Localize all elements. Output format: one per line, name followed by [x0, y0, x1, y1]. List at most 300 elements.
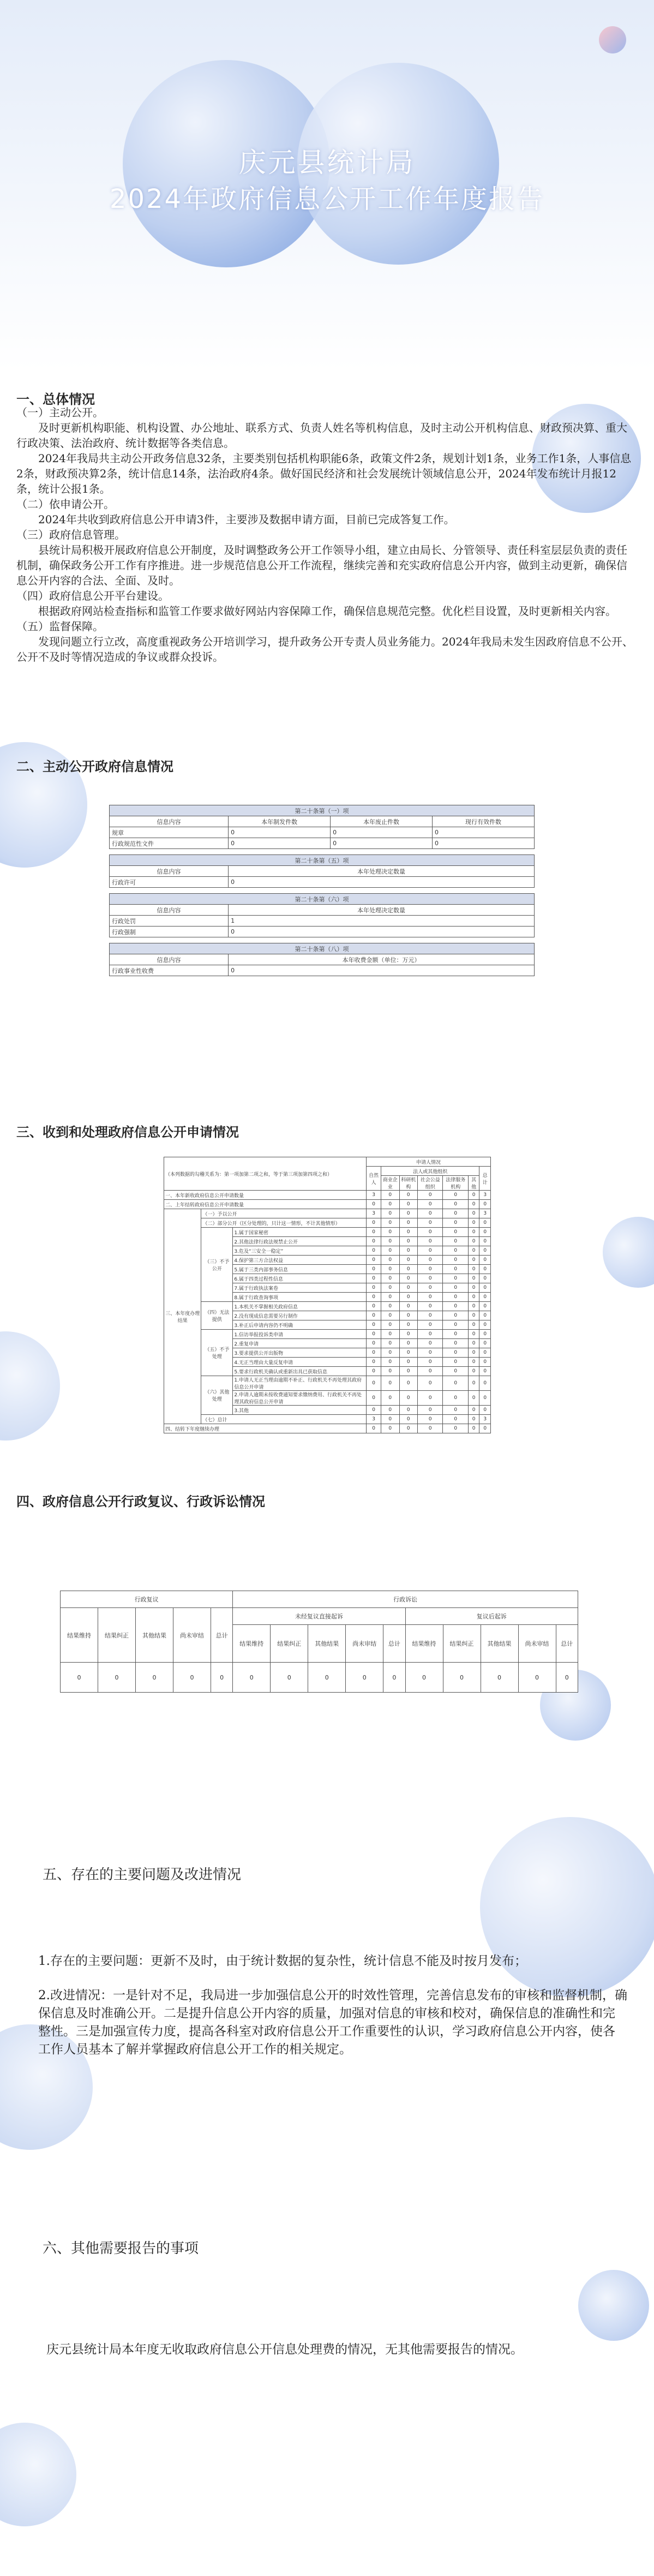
section6-heading: 六、其他需要报告的事项 [43, 2240, 199, 2257]
cell: 0 [229, 838, 331, 849]
cell: 0 [98, 1663, 135, 1693]
col-header: 本年处理决定数量 [229, 905, 535, 916]
s1-p8: 根据政府网站检查指标和监管工作要求做好网站内容保障工作，确保信息规范完整。优化栏目设置，及时更新相关内容。 [38, 605, 616, 618]
cell: 0 [381, 1320, 399, 1330]
cell: 0 [381, 1293, 399, 1302]
col-header: 总计 [383, 1625, 405, 1663]
row-label: 8.属于行政查询事项 [233, 1293, 367, 1302]
cell: 0 [381, 1339, 399, 1348]
cell: 0 [381, 1274, 399, 1283]
cell: 0 [479, 1348, 491, 1358]
cell: 0 [418, 1293, 443, 1302]
cell: 0 [381, 1283, 399, 1293]
row-label: （七）总计 [201, 1415, 367, 1424]
col-header: 信息内容 [110, 954, 229, 965]
cell: 0 [399, 1274, 417, 1283]
col-header: 本年收费金额（单位：万元） [229, 954, 535, 965]
band-header: 第二十条第（一）项 [110, 805, 535, 816]
cell: 0 [381, 1415, 399, 1424]
col-header: 商业企业 [381, 1176, 399, 1191]
table-row [164, 1228, 491, 1237]
cell: 0 [381, 1376, 399, 1391]
corner-note: （本列数据的勾稽关系为：第一项加第二项之和，等于第三项加第四项之和） [164, 1157, 367, 1191]
cell: 0 [468, 1293, 479, 1302]
cell: 0 [383, 1663, 405, 1693]
cell: 0 [308, 1663, 346, 1693]
subgroup-label: （四）无法提供 [201, 1302, 233, 1330]
cell: 0 [367, 1246, 381, 1256]
table-row [110, 827, 535, 838]
cell: 0 [367, 1293, 381, 1302]
cell: 0 [468, 1348, 479, 1358]
spacer [110, 849, 535, 855]
row-label: 2.申请人逾期未按收费通知要求缴纳费用、行政机关不再处理其政府信息公开申请 [233, 1391, 367, 1406]
cell: 0 [381, 1191, 399, 1200]
natural-header: 自然人 [367, 1167, 381, 1191]
cell: 0 [367, 1358, 381, 1367]
s1-p3: （二）依申请公开。 [16, 498, 115, 511]
cell: 0 [418, 1191, 443, 1200]
row-label: 6.属于四类过程性信息 [233, 1274, 367, 1283]
col-header: 信息内容 [110, 866, 229, 877]
cell: 0 [443, 1663, 481, 1693]
cell: 0 [468, 1237, 479, 1246]
cell: 0 [433, 827, 535, 838]
col-header: 其他 [468, 1176, 479, 1191]
row-label: 2.其他法律行政法规禁止公开 [233, 1237, 367, 1246]
cell: 0 [367, 1348, 381, 1358]
row-label: 规章 [110, 827, 229, 838]
s1-p0: （一）主动公开。 [16, 406, 104, 419]
cell: 0 [479, 1358, 491, 1367]
subgroup-label: （五）不予处理 [201, 1330, 233, 1376]
table-row [164, 1209, 491, 1218]
cell: 0 [468, 1391, 479, 1406]
cell: 0 [399, 1348, 417, 1358]
cell: 0 [479, 1424, 491, 1433]
row-label: 5.属于三类内部事务信息 [233, 1265, 367, 1274]
cell: 0 [479, 1339, 491, 1348]
subgroup-label: （三）不予公开 [201, 1228, 233, 1302]
cell: 0 [399, 1415, 417, 1424]
cell: 0 [443, 1320, 468, 1330]
corner-dot [599, 26, 626, 53]
cell: 0 [399, 1367, 417, 1376]
cell: 0 [399, 1209, 417, 1218]
cell: 0 [346, 1663, 383, 1693]
cell: 0 [443, 1218, 468, 1228]
s5-p1: 1.存在的主要问题：更新不及时，由于统计数据的复杂性，统计信息不能及时按月发布； [38, 1954, 527, 1968]
cell: 0 [443, 1274, 468, 1283]
cell: 0 [468, 1376, 479, 1391]
row-label: 行政强制 [110, 927, 229, 937]
cell: 0 [381, 1330, 399, 1339]
cell: 0 [468, 1228, 479, 1237]
cell: 0 [479, 1293, 491, 1302]
cell: 0 [367, 1311, 381, 1320]
cell: 0 [399, 1200, 417, 1209]
cell: 0 [468, 1274, 479, 1283]
table-row [164, 1200, 491, 1209]
cell: 0 [399, 1406, 417, 1415]
col-header: 结果纠正 [98, 1608, 135, 1663]
cell: 0 [479, 1311, 491, 1320]
cell: 0 [443, 1367, 468, 1376]
cell: 0 [399, 1311, 417, 1320]
cell: 0 [381, 1406, 399, 1415]
cell: 0 [443, 1391, 468, 1406]
row-label: 四、结转下年度继续办理 [164, 1424, 367, 1433]
section3-heading: 三、收到和处理政府信息公开申请情况 [16, 1124, 239, 1140]
row-label: 一、本年新收政府信息公开申请数量 [164, 1191, 367, 1200]
cell: 0 [367, 1237, 381, 1246]
table-row [110, 927, 535, 937]
s1-p10: 发现问题立行立改，高度重视政务公开培训学习，提升政务公开专责人员业务能力。2024年我局未发生因政府信息不公开、公开不及时等情况造成的争议或群众投诉。 [16, 635, 633, 664]
col-header: 结果纠正 [271, 1625, 308, 1663]
cell: 0 [418, 1391, 443, 1406]
cell: 0 [367, 1274, 381, 1283]
cell: 0 [556, 1663, 578, 1693]
cell: 0 [418, 1415, 443, 1424]
cell: 0 [479, 1218, 491, 1228]
cell: 0 [381, 1358, 399, 1367]
col-header: 其他结果 [481, 1625, 518, 1663]
review-litigation-table [60, 1591, 578, 1693]
cell: 0 [468, 1200, 479, 1209]
cell: 3 [479, 1191, 491, 1200]
active-disclosure-table [109, 805, 535, 976]
cell: 0 [367, 1228, 381, 1237]
cell: 0 [367, 1367, 381, 1376]
litigation-header: 行政诉讼 [233, 1591, 578, 1608]
cell: 0 [481, 1663, 518, 1693]
cell: 0 [468, 1320, 479, 1330]
cell: 0 [418, 1330, 443, 1339]
row-label: 5.要求行政机关确认或重新出具已获取信息 [233, 1367, 367, 1376]
table-row [110, 916, 535, 927]
cell: 0 [418, 1424, 443, 1433]
cell: 0 [443, 1311, 468, 1320]
cell: 0 [367, 1200, 381, 1209]
cell: 0 [381, 1218, 399, 1228]
col-header: 其他结果 [308, 1625, 346, 1663]
row-label: 4.保护第三方合法权益 [233, 1256, 367, 1265]
cell: 0 [443, 1339, 468, 1348]
cell: 0 [443, 1415, 468, 1424]
cell: 0 [399, 1424, 417, 1433]
cell: 0 [418, 1320, 443, 1330]
section1-body [16, 405, 635, 665]
cell: 0 [399, 1265, 417, 1274]
cell: 0 [381, 1348, 399, 1358]
cell: 0 [399, 1391, 417, 1406]
col-header: 总计 [556, 1625, 578, 1663]
cell: 0 [479, 1246, 491, 1256]
cell: 0 [367, 1302, 381, 1311]
cell: 0 [468, 1256, 479, 1265]
cell: 0 [381, 1200, 399, 1209]
col-header: 结果维持 [405, 1625, 443, 1663]
cell: 0 [468, 1191, 479, 1200]
group-label: 三、本年度办理结果 [164, 1209, 201, 1424]
page-subtitle: 2024年政府信息公开工作年度报告 [109, 184, 545, 214]
cell: 0 [367, 1391, 381, 1406]
cell: 0 [479, 1376, 491, 1391]
row-label: （一）予以公开 [201, 1209, 367, 1218]
cell: 0 [381, 1228, 399, 1237]
cell: 0 [468, 1415, 479, 1424]
cell: 0 [399, 1218, 417, 1228]
section4-heading: 四、政府信息公开行政复议、行政诉讼情况 [16, 1493, 265, 1509]
col-header: 结果纠正 [443, 1625, 481, 1663]
s5-p2: 2.改进情况：一是针对不足，我局进一步加强信息公开的时效性管理，完善信息发布的审核和监督机制，确保信息及时准确公开。二是提升信息公开内容的质量，加强对信息的审核和校对，确保信息的准确性和完整性。三是加强宣传力度，提高各科室对政府信息公开工作重要性的认识，学习政府信息公开内容，使各工作人员基本了解并掌握政府信息公开工作的相关规定。 [38, 1988, 627, 2057]
cell: 0 [367, 1320, 381, 1330]
cell: 0 [479, 1320, 491, 1330]
row-label: 7.属于行政执法案卷 [233, 1283, 367, 1293]
cell: 0 [367, 1265, 381, 1274]
spacer [110, 888, 535, 894]
cell: 0 [367, 1376, 381, 1391]
col-header: 尚未审结 [173, 1608, 211, 1663]
cell: 0 [468, 1330, 479, 1339]
cell: 0 [367, 1339, 381, 1348]
col-header: 结果维持 [233, 1625, 271, 1663]
cell: 1 [229, 916, 535, 927]
col-header: 结果维持 [61, 1608, 98, 1663]
cell: 0 [443, 1330, 468, 1339]
cell: 0 [399, 1228, 417, 1237]
s1-p6: 县统计局积极开展政府信息公开制度，及时调整政务公开工作领导小组，建立由局长、分管领导、责任科室层层负责的责任机制，确保政务公开工作有序推进。进一步规范信息公开工作流程，继续完善和充实政府信息公开内容，做到主动更新，确保信息公开内容的合法、全面、及时。 [16, 543, 627, 587]
row-label: 2.没有现成信息需要另行制作 [233, 1311, 367, 1320]
cell: 3 [367, 1209, 381, 1218]
col-header: 本年处理决定数量 [229, 866, 535, 877]
cell: 0 [443, 1256, 468, 1265]
cell: 0 [518, 1663, 556, 1693]
cell: 0 [418, 1228, 443, 1237]
cell: 0 [443, 1376, 468, 1391]
cell: 0 [381, 1237, 399, 1246]
band-header: 第二十条第（六）项 [110, 894, 535, 905]
cell: 0 [418, 1246, 443, 1256]
table-row [110, 838, 535, 849]
cell: 0 [443, 1283, 468, 1293]
applicant-header: 申请人情况 [367, 1157, 491, 1167]
col-header: 尚未审结 [346, 1625, 383, 1663]
cell: 0 [443, 1348, 468, 1358]
col-header: 科研机构 [399, 1176, 417, 1191]
col-header: 本年废止件数 [331, 816, 433, 827]
cell: 0 [399, 1358, 417, 1367]
col-header: 信息内容 [110, 905, 229, 916]
cell: 0 [229, 877, 535, 888]
col-header: 本年制发件数 [229, 816, 331, 827]
col-header: 信息内容 [110, 816, 229, 827]
s1-p1: 及时更新机构职能、机构设置、办公地址、联系方式、负责人姓名等机构信息，及时主动公开机构信息、财政预决算、重大行政决策、法治政府、统计数据等各类信息。 [16, 421, 627, 450]
cell: 0 [468, 1358, 479, 1367]
s1-p5: （三）政府信息管理。 [16, 528, 125, 541]
cell: 0 [331, 838, 433, 849]
cell: 0 [443, 1228, 468, 1237]
band-header: 第二十条第（五）项 [110, 855, 535, 866]
row-label: 1.申请人无正当理由逾期不补正、行政机关不再处理其政府信息公开申请 [233, 1376, 367, 1391]
cell: 0 [468, 1302, 479, 1311]
table-row [164, 1218, 491, 1228]
s1-p9: （五）监督保障。 [16, 620, 104, 633]
cell: 0 [367, 1406, 381, 1415]
cell: 0 [418, 1406, 443, 1415]
subgroup-label: （六）其他处理 [201, 1376, 233, 1415]
table-row [110, 877, 535, 888]
cell: 0 [468, 1406, 479, 1415]
cell: 0 [61, 1663, 98, 1693]
cell: 0 [443, 1406, 468, 1415]
row-label: （二）部分公开（区分处理的，只计这一情形，不计其他情形） [201, 1218, 367, 1228]
cell: 0 [233, 1663, 271, 1693]
cell: 0 [418, 1237, 443, 1246]
cell: 0 [418, 1376, 443, 1391]
cell: 0 [479, 1256, 491, 1265]
row-label: 1.信访举报投诉类申请 [233, 1330, 367, 1339]
cell: 0 [443, 1237, 468, 1246]
cell: 0 [367, 1283, 381, 1293]
table-row [164, 1302, 491, 1311]
cell: 0 [405, 1663, 443, 1693]
after-header: 复议后起诉 [405, 1608, 578, 1625]
row-label: 2.重复申请 [233, 1339, 367, 1348]
section1-heading: 一、总体情况 [16, 391, 95, 407]
cell: 0 [418, 1358, 443, 1367]
s1-p2: 2024年我局共主动公开政务信息32条，主要类别包括机构职能6条，政策文件2条，规划计划1条，业务工作1条，人事信息2条，财政预决算2条，统计信息14条，法治政府4条。做好国民经济和社会发展统计领域信息公开，2024年发布统计月报12条，统计公报1条。 [16, 452, 632, 495]
table-row [164, 1424, 491, 1433]
col-header: 法律服务机构 [443, 1176, 468, 1191]
cell: 0 [173, 1663, 211, 1693]
cell: 0 [479, 1302, 491, 1311]
cell: 0 [418, 1218, 443, 1228]
table-row [110, 965, 535, 976]
cell: 0 [367, 1256, 381, 1265]
deco-circle-9 [0, 2423, 76, 2526]
cell: 0 [418, 1209, 443, 1218]
cell: 0 [418, 1265, 443, 1274]
cell: 0 [443, 1358, 468, 1367]
cell: 0 [468, 1246, 479, 1256]
table-row [164, 1376, 491, 1391]
section5-body [38, 1952, 627, 2059]
direct-header: 未经复议直接起诉 [233, 1608, 405, 1625]
cell: 0 [135, 1663, 173, 1693]
cell: 0 [418, 1311, 443, 1320]
cell: 0 [381, 1311, 399, 1320]
cell: 0 [443, 1265, 468, 1274]
cell: 0 [367, 1330, 381, 1339]
cell: 0 [443, 1424, 468, 1433]
cell: 0 [443, 1191, 468, 1200]
row-label: 3.危及“三安全一稳定” [233, 1246, 367, 1256]
table-row [164, 1330, 491, 1339]
cell: 0 [381, 1246, 399, 1256]
cell: 0 [381, 1302, 399, 1311]
row-label: 3.其他 [233, 1406, 367, 1415]
row-label: 1.属于国家秘密 [233, 1228, 367, 1237]
cell: 0 [381, 1265, 399, 1274]
cell: 0 [399, 1302, 417, 1311]
col-header: 总计 [211, 1608, 232, 1663]
cell: 0 [479, 1274, 491, 1283]
cell: 0 [479, 1391, 491, 1406]
cell: 0 [399, 1191, 417, 1200]
cell: 0 [443, 1293, 468, 1302]
row-label: 3.要求提供公开出版物 [233, 1348, 367, 1358]
table-row [61, 1663, 578, 1693]
deco-circle-3 [603, 1217, 654, 1288]
cell: 0 [399, 1330, 417, 1339]
cell: 0 [479, 1200, 491, 1209]
cell: 0 [443, 1302, 468, 1311]
cell: 0 [399, 1320, 417, 1330]
col-header: 现行有效件数 [433, 816, 535, 827]
section5-heading: 五、存在的主要问题及改进情况 [43, 1867, 242, 1883]
cell: 0 [443, 1246, 468, 1256]
cell: 0 [443, 1209, 468, 1218]
spacer [110, 937, 535, 943]
cell: 3 [367, 1415, 381, 1424]
cell: 0 [418, 1274, 443, 1283]
cell: 0 [367, 1218, 381, 1228]
cell: 0 [418, 1348, 443, 1358]
legal-header: 法人或其他组织 [381, 1167, 479, 1176]
col-header: 社会公益组织 [418, 1176, 443, 1191]
deco-circle-8 [578, 2270, 649, 2341]
row-label: 4.无正当理由大量反复申请 [233, 1358, 367, 1367]
col-header: 其他结果 [135, 1608, 173, 1663]
cell: 0 [381, 1367, 399, 1376]
cell: 0 [418, 1200, 443, 1209]
cell: 0 [229, 827, 331, 838]
row-label: 行政规范性文件 [110, 838, 229, 849]
col-header: 尚未审结 [518, 1625, 556, 1663]
total-header: 总计 [479, 1167, 491, 1191]
section2-heading: 二、主动公开政府信息情况 [16, 758, 173, 774]
cell: 0 [418, 1367, 443, 1376]
cell: 0 [399, 1256, 417, 1265]
cell: 0 [468, 1283, 479, 1293]
cell: 0 [418, 1283, 443, 1293]
cell: 0 [418, 1256, 443, 1265]
application-table-body [164, 1191, 491, 1433]
cell: 0 [381, 1209, 399, 1218]
cell: 0 [229, 927, 535, 937]
cell: 0 [399, 1339, 417, 1348]
cell: 3 [367, 1191, 381, 1200]
cell: 0 [468, 1311, 479, 1320]
cell: 0 [331, 827, 433, 838]
s1-p4: 2024年共收到政府信息公开申请3件，主要涉及数据申请方面，目前已完成答复工作。 [38, 513, 455, 526]
cell: 0 [399, 1246, 417, 1256]
deco-circle-4 [0, 1331, 60, 1441]
cell: 3 [479, 1209, 491, 1218]
cell: 0 [468, 1218, 479, 1228]
cell: 0 [367, 1424, 381, 1433]
cell: 0 [479, 1228, 491, 1237]
cell: 0 [381, 1424, 399, 1433]
cell: 0 [271, 1663, 308, 1693]
row-label: 3.补正后申请内容仍不明确 [233, 1320, 367, 1330]
cell: 0 [229, 965, 535, 976]
cell: 0 [381, 1256, 399, 1265]
row-label: 1.本机关不掌握相关政府信息 [233, 1302, 367, 1311]
table-row [164, 1415, 491, 1424]
cell: 0 [479, 1367, 491, 1376]
